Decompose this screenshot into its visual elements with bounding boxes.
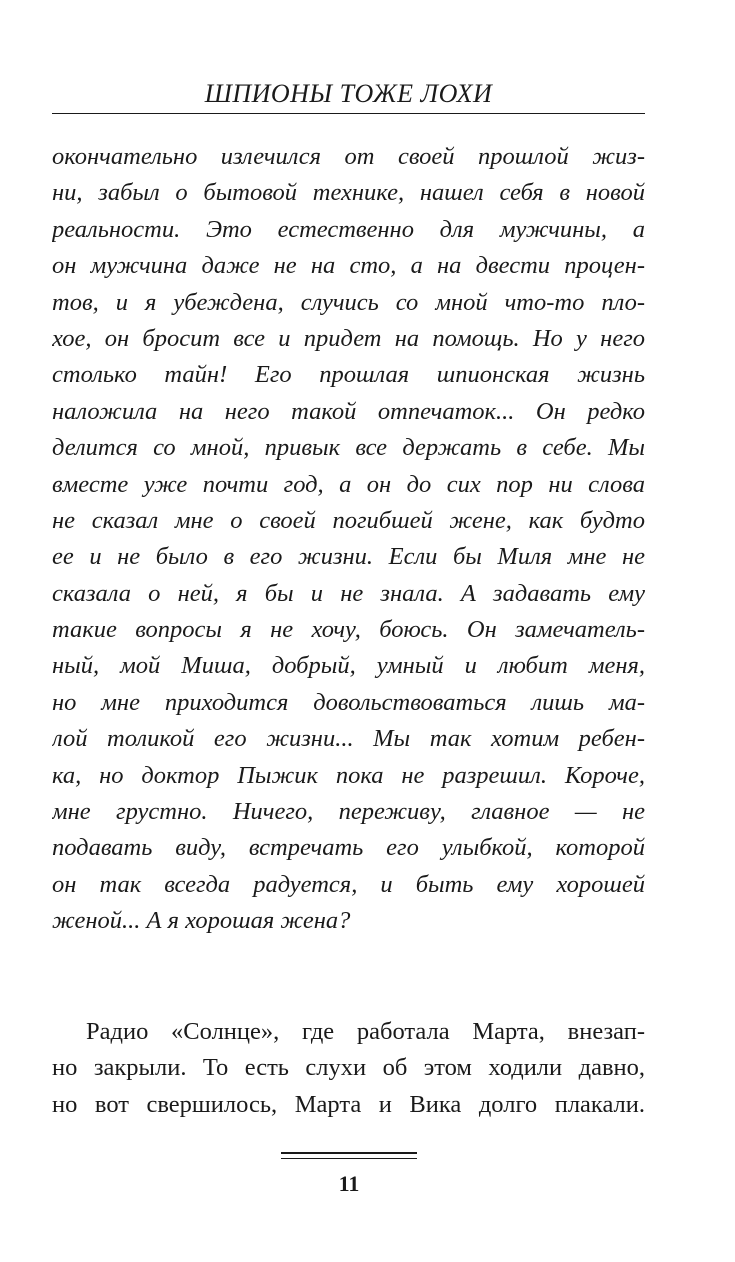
page-number: 11 (338, 1171, 360, 1196)
text-line: сказала о ней, я бы и не знала. А задавать ему (52, 579, 645, 607)
text-line: женой... А я хорошая жена? (52, 907, 351, 935)
text-line: окончательно излечился от своей прошлой жиз- (52, 143, 645, 170)
text-line: делится со мной, привык все держать в себе. Мы (52, 434, 645, 462)
text-line: лой толикой его жизни... Мы так хотим ребен- (52, 725, 645, 753)
text-line: ный, мой Миша, добрый, умный и любит меня, (52, 652, 645, 680)
text-line: ни, забыл о бытовой технике, нашел себя в новой (52, 179, 645, 207)
text-line: такие вопросы я не хочу, боюсь. Он замечатель- (52, 616, 645, 644)
text-line: не сказал мне о своей погибшей жене, как будто (52, 506, 645, 534)
text-line: столько тайн! Его прошлая шпионская жизнь (52, 361, 645, 389)
text-line: но закрыли. То есть слухи об этом ходили давно, (52, 1054, 645, 1082)
text-line: хое, он бросит все и придет на помощь. Но у него (52, 324, 645, 352)
running-head: ШПИОНЫ ТОЖЕ ЛОХИ (204, 79, 493, 108)
text-line: вместе уже почти год, а он до сих пор ни слова (52, 470, 645, 498)
text-line: тов, и я убеждена, случись со мной что-то пло- (52, 288, 645, 316)
text-line: реальности. Это естественно для мужчины, а (52, 215, 645, 243)
body-paragraph (52, 1014, 645, 1123)
diary-entry (52, 139, 645, 940)
text-line: он мужчина даже не на сто, а на двести процен- (52, 252, 645, 280)
header-rule (52, 113, 645, 114)
text-line: наложила на него такой отпечаток... Он редко (52, 397, 645, 425)
text-line: ка, но доктор Пыжик пока не разрешил. Короче, (52, 761, 645, 789)
text-line: но вот свершилось, Марта и Вика долго плакали. (52, 1090, 645, 1118)
footer-rule (281, 1158, 417, 1159)
text-line: он так всегда радуется, и быть ему хорошей (52, 870, 645, 898)
text-line: мне грустно. Ничего, переживу, главное — не (52, 798, 645, 826)
text-line: ее и не было в его жизни. Если бы Миля мне не (52, 543, 645, 571)
text-line: Радио «Солнце», где работала Марта, внезап- (86, 1018, 645, 1045)
text-line: но мне приходится довольствоваться лишь ма- (52, 688, 645, 716)
footer-rule (281, 1152, 417, 1154)
text-line: подавать виду, встречать его улыбкой, которой (52, 834, 645, 862)
